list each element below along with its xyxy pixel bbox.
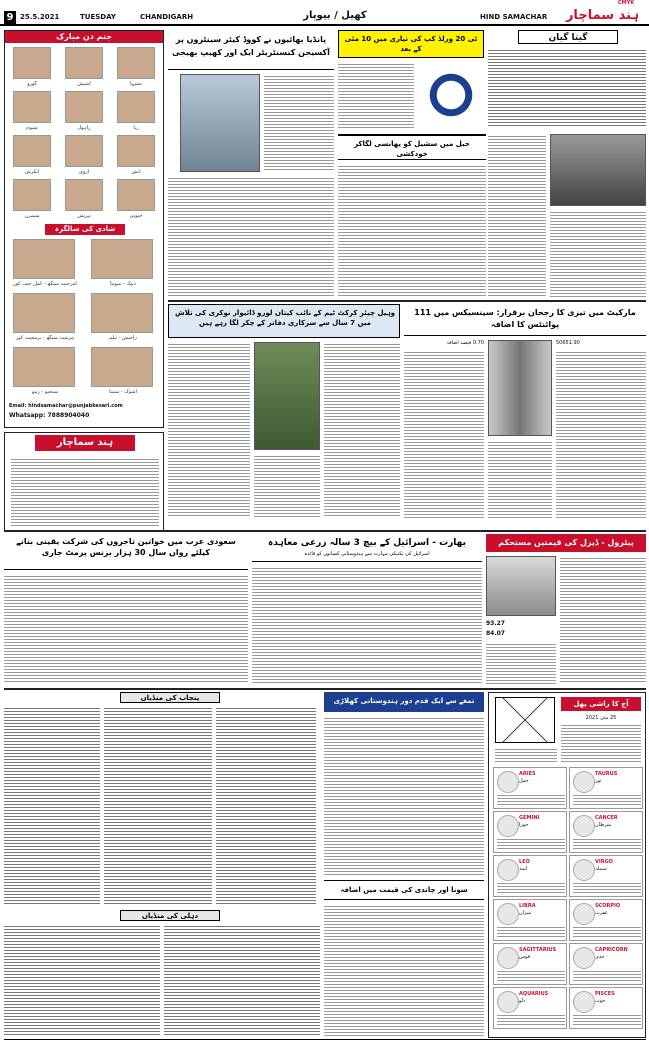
column-title: گیتا گیان [518,30,618,44]
article-text [168,342,250,518]
sensex-headline: مارکیٹ میں تیزی کا رجحان برقرار: سینسیکس میں 111 پوائنٹس کا اضافہ [404,304,646,336]
kid-photo [13,135,51,167]
zodiac-symbol-icon [573,815,595,837]
gold-headline: سونا اور چاندی کی قیمت میں اضافہ [324,880,484,900]
zodiac-name-en: VIRGO [595,859,613,865]
kid-photo [117,47,155,79]
article-text [168,176,334,298]
article-text [560,556,646,684]
kid-photo [65,135,103,167]
article-text [254,454,320,518]
promo-text [11,457,159,527]
zodiac-name-en: CAPRICORN [595,947,628,953]
couple-name: دیپک - سونیا [110,281,136,287]
article-text [264,74,334,172]
kid-name: گورو [27,81,37,87]
zodiac-name-en: LIBRA [519,903,536,909]
rates-punjab-title: پنجاب کی منڈیاں [120,692,220,703]
kid-name: ہریش [77,213,91,219]
zodiac-name-ur: میزان [519,910,532,916]
zodiac-text [573,925,641,939]
zodiac-sign [569,987,643,1029]
zodiac-name-en: PISCES [595,991,615,997]
contact-email: Email: hindsamachar@punjabkesari.com [9,403,123,409]
divider [4,688,646,690]
kid-photo [13,47,51,79]
india-israel-headline: بھارت - اسرائیل کے بیچ 3 سالہ زرعی معاہدہ اسرائیل کی تکنیکی مہارت سے ہندوستانی کسانوں کو فائدہ [252,534,482,562]
anniversary-title: شادی کی سالگرہ [45,224,125,235]
birthday-panel [4,30,164,428]
kid-photo [117,91,155,123]
date: 25.5.2021 [20,13,60,21]
rates-delhi-title: دہلی کی منڈیاں [120,910,220,921]
article-text [252,566,482,684]
article-text [556,350,646,518]
article-text [324,342,400,518]
zodiac-name-en: ARIES [519,771,536,777]
chess-headline: تمغے سے ایک قدم دور ہندوستانی کھلاڑی [324,692,484,712]
zodiac-sign [569,899,643,941]
zodiac-name-ur: سنبلہ [595,866,607,872]
ipl-headline: ٹی 20 ورلڈ کپ کی تیاری میں 10 مئی کے بعد [338,30,484,58]
brand-urdu: ہند سماچار [565,8,640,23]
zodiac-sign [493,899,567,941]
zodiac-text [573,969,641,983]
couple-photo [91,239,153,279]
zodiac-sign [493,767,567,809]
kid-name: جیوتی [129,213,143,219]
saudi-headline: سعودی عرب میں خواتین تاجروں کی شرکت یقینی بنانے کیلئے رواں سال 30 ہزار بزنس پرمٹ جاری [4,534,248,570]
zodiac-text [573,837,641,851]
zodiac-sign [569,855,643,897]
kid-photo [13,179,51,211]
couple-name: راجیش - نیلم [109,335,137,341]
zodiac-symbol-icon [497,815,519,837]
couple-photo [13,293,75,333]
zodiac-text [497,793,565,807]
kid-name: شیوم [26,125,38,131]
zodiac-symbol-icon [573,859,595,881]
pandya-headline: پانڈیا بھائیوں نے کووڈ کیئر سینٹروں پر آکسیجن کنسنٹریٹر ایک اور کھیپ بھیجی [168,30,334,70]
couple-photo [13,239,75,279]
zodiac-name-en: SAGITTARIUS [519,947,557,953]
zodiac-name-ur: ثور [595,778,602,784]
page-number: 9 [4,11,16,24]
bcci-logo [418,62,484,128]
zodiac-text [497,881,565,895]
zodiac-symbol-icon [573,903,595,925]
zodiac-name-en: TAURUS [595,771,618,777]
kid-photo [13,91,51,123]
kid-name: ریا [133,125,139,131]
couple-name: ہرمیت سنگھ - پرمجیت کور [15,335,75,341]
zodiac-sign [493,855,567,897]
article-text [488,134,546,298]
zodiac-sign [569,943,643,985]
zodiac-text [573,1013,641,1027]
zodiac-symbol-icon [497,947,519,969]
column-body [488,48,646,128]
wheelchair-headline: وہیل چیئر کرکٹ ٹیم کے نائب کپتان لورو ڈائیوار نوکری کی تلاش میں 7 سال سے سرکاری دفاتر کے چکر لگا رہے ہیں [168,304,400,338]
zodiac-text [497,925,565,939]
kid-photo [65,91,103,123]
horoscope-title: آج کا راشی پھل [561,697,641,711]
kid-name: سیمرن [24,213,40,219]
promo-box [4,432,164,532]
couple-photo [13,347,75,387]
horoscope-panel [488,692,646,1038]
promo-brand: ہند سماچار [35,435,135,451]
article-text [550,210,646,298]
section-title: کھیل / بیوپار [303,10,367,21]
couple-name: سنجیو - ریتو [32,389,58,395]
zodiac-name-ur: جوزا [519,822,529,828]
zodiac-name-ur: دلو [519,998,526,1004]
wrestler-headline: جیل میں سشیل کو پھانسی لگاکر خودکشی [338,134,486,160]
corner-mark: CMYK [618,0,635,6]
zodiac-sign [493,987,567,1029]
horoscope-date: 25 مئی 2021 [585,715,617,721]
column-gita [488,30,646,130]
zodiac-text [573,881,641,895]
kid-name: آروی [78,169,90,175]
couple-name: اشوک - سنیتا [109,389,137,395]
hanging-rope-photo [550,134,646,206]
horoscope-intro [561,723,641,763]
zodiac-name-en: GEMINI [519,815,540,821]
footer-rule [4,1039,646,1040]
zodiac-symbol-icon [573,771,595,793]
zodiac-symbol-icon [573,991,595,1013]
rates-table [216,706,316,906]
horoscope-chart [495,697,555,743]
zodiac-name-ur: سرطان [595,822,612,828]
kid-name: آشیش [77,81,91,87]
couple-name: امرجیت سنگھ - کمل جیت کور [13,281,77,287]
rates-table [104,706,212,906]
petrol-headline: پیٹرول - ڈیزل کی قیمتیں مستحکم [486,534,646,552]
sensex-figure: 0.70 فیصد اضافہ [446,340,484,346]
article-text [324,716,484,876]
couple-photo [91,293,153,333]
zodiac-sign [569,767,643,809]
player-photo [254,342,320,450]
zodiac-sign [493,811,567,853]
diesel-price: 84.07 [486,630,505,637]
zodiac-name-ur: حمل [519,778,529,784]
kid-photo [117,135,155,167]
birthday-title: جنم دن مبارک [5,31,163,43]
city: CHANDIGARH [140,13,194,21]
article-text [404,350,484,518]
article-text [488,440,552,518]
zodiac-symbol-icon [497,771,519,793]
zodiac-name-ur: اسد [519,866,528,872]
zodiac-name-en: SCORPIO [595,903,621,909]
zodiac-symbol-icon [497,903,519,925]
zodiac-text [497,1013,565,1027]
masthead [0,10,649,26]
zodiac-name-en: CANCER [595,815,618,821]
article-text [338,164,486,298]
sensex-value: 50651.90 [556,340,580,346]
article-text [324,904,484,1036]
couple-photo [91,347,153,387]
brand-english: HIND SAMACHAR [480,13,548,21]
rates-table [4,924,160,1036]
divider [4,530,646,532]
zodiac-text [497,837,565,851]
petrol-pump-photo [486,556,556,616]
kid-name: انش [131,169,141,175]
kid-photo [117,179,155,211]
article-text [338,62,414,128]
zodiac-sign [493,943,567,985]
article-text [4,574,248,684]
rates-table [164,924,320,1036]
zodiac-name-en: LEO [519,859,530,865]
contact-whatsapp: Whatsapp: 7888904040 [9,412,90,419]
pandya-photo [180,74,260,172]
petrol-price: 93.27 [486,620,505,627]
zodiac-sign [569,811,643,853]
zodiac-name-ur: قوس [519,954,531,960]
horoscope-intro [495,747,557,763]
kid-name: راہول [77,125,91,131]
rates-table [4,706,100,906]
kid-photo [65,179,103,211]
zodiac-name-ur: حوت [595,998,606,1004]
zodiac-text [497,969,565,983]
bse-building-photo [488,340,552,436]
day: TUESDAY [80,13,116,21]
zodiac-symbol-icon [497,991,519,1013]
zodiac-name-ur: جدی [595,954,605,960]
kid-name: سنیہا [130,81,142,87]
kid-name: اتکرش [24,169,40,175]
zodiac-name-ur: عقرب [595,910,608,916]
zodiac-text [573,793,641,807]
divider [168,300,646,302]
article-text [486,642,556,684]
zodiac-symbol-icon [497,859,519,881]
kid-photo [65,47,103,79]
zodiac-name-en: AQUARIUS [519,991,549,997]
zodiac-symbol-icon [573,947,595,969]
